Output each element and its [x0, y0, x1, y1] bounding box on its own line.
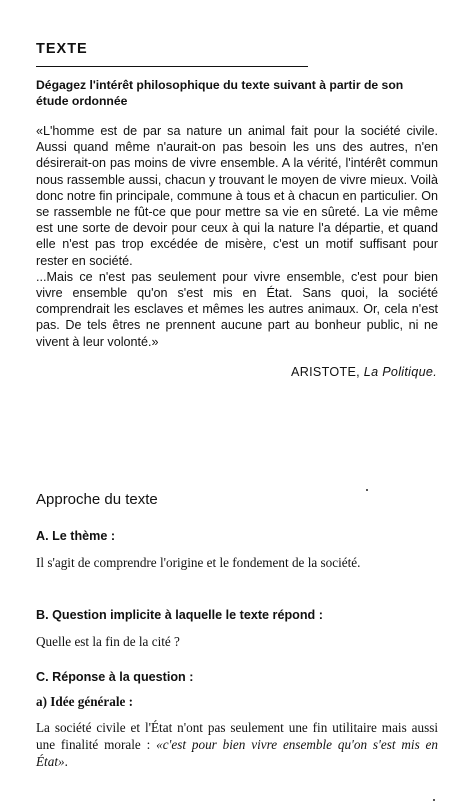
- heading-theme: A. Le thème :: [36, 529, 116, 543]
- header-rule: [36, 66, 308, 67]
- quote-paragraph-2: ...Mais ce n'est pas seulement pour vivre ensemble, c'est pour bien vivre ensemble qu'on s'est mis en État. Sans quoi, la société comprendrait les esclaves et mêmes les autres animaux. Or, cela n'est pas. De tels êtres ne prennent aucune part au bonheur public, ni ne vivent à leur volonté.»: [36, 269, 438, 349]
- general-idea-text: [36, 719, 438, 770]
- attribution: [291, 364, 437, 380]
- instruction: Dégagez l'intérêt philosophique du texte suivant à partir de son étude ordonnée: [36, 78, 404, 108]
- scan-speck: [433, 799, 435, 801]
- heading-answer: C. Réponse à la question :: [36, 670, 194, 684]
- general-idea-end: .: [64, 754, 68, 769]
- heading-general-idea: a) Idée générale :: [36, 694, 134, 709]
- author-name: ARISTOTE,: [291, 365, 360, 379]
- implicit-question-text: Quelle est la fin de la cité ?: [36, 634, 180, 649]
- section-title: Approche du texte: [36, 491, 158, 508]
- theme-text: Il s'agit de comprendre l'origine et le fondement de la société.: [36, 555, 361, 570]
- general-idea-quote: «c'est pour bien vivre ensemble qu'on s'est mis en État»: [36, 737, 439, 769]
- work-title: La Politique.: [363, 365, 437, 379]
- header-title: TEXTE: [36, 41, 88, 57]
- scan-speck: [366, 489, 368, 491]
- heading-implicit-question: B. Question implicite à laquelle le texte répond :: [36, 608, 323, 622]
- quote-paragraph-1: «L'homme est de par sa nature un animal fait pour la société civile. Aussi quand même n'aurait-on pas besoin les uns des autres, n'en désirerait-on pas moins de vivre ensemble. A la vérité, l'intérêt commun nous rassemble aussi, chacun y trouvant le moyen de vivre mieux. Voilà donc notre fin principale, commune à tous et à chacun en particulier. On se rassemble ne fût-ce que pour mettre sa vie en sûreté. La vie même est une sorte de devoir pour ceux à qui la nature l'a départie, et quand elle n'est pas trop excédée de misère, c'est un motif suffisant pour rester en société.: [36, 124, 438, 268]
- general-idea-start: La société civile et l'État n'ont pas seulement une fin utilitaire mais aussi une finalité morale :: [36, 720, 438, 752]
- quoted-text: [36, 123, 438, 350]
